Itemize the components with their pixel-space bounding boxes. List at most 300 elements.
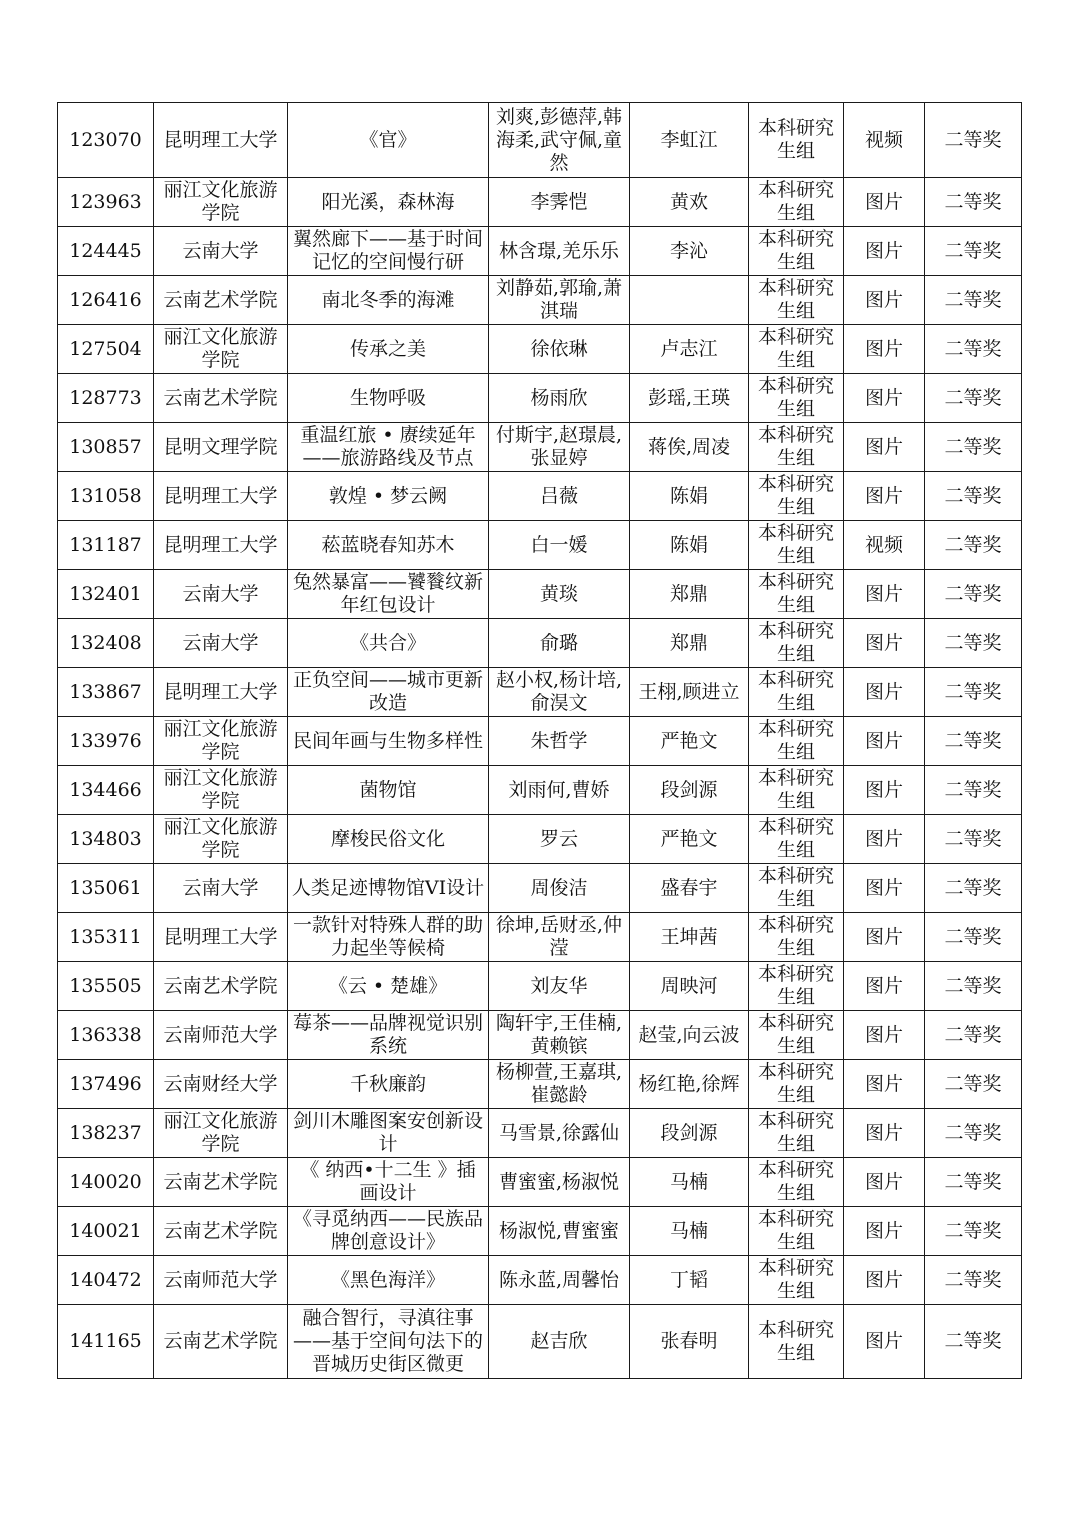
work-title-cell	[288, 227, 489, 276]
authors-cell	[489, 1158, 630, 1207]
entry-id-cell	[58, 766, 154, 815]
table-row	[58, 521, 1022, 570]
work-type-cell	[844, 1011, 925, 1060]
table-row	[58, 619, 1022, 668]
advisor-cell-text: 郑鼎	[669, 582, 708, 605]
award-cell-text: 二等奖	[944, 337, 1002, 360]
entry-id-cell-text: 135311	[69, 925, 142, 948]
work-title-cell-text: 正负空间——城市更新改造	[292, 669, 483, 714]
advisor-cell-text: 段剑源	[660, 778, 718, 801]
table-row	[58, 864, 1022, 913]
award-cell-text: 二等奖	[944, 582, 1002, 605]
award-cell-text: 二等奖	[944, 974, 1002, 997]
advisor-cell	[630, 178, 749, 227]
school-cell-text: 云南艺术学院	[163, 1219, 278, 1242]
work-title-cell-text: 南北冬季的海滩	[321, 288, 455, 311]
work-title-cell	[288, 374, 489, 423]
group-cell-text: 本科研究生组	[757, 767, 834, 812]
authors-cell	[489, 103, 630, 178]
work-type-cell-text: 图片	[864, 876, 903, 899]
award-cell	[925, 1305, 1022, 1379]
work-title-cell-text: 生物呼吸	[349, 386, 426, 409]
work-title-cell-text: 千秋廉韵	[349, 1072, 426, 1095]
work-title-cell	[288, 766, 489, 815]
work-title-cell	[288, 1109, 489, 1158]
group-cell	[749, 1207, 844, 1256]
entry-id-cell	[58, 227, 154, 276]
work-type-cell	[844, 717, 925, 766]
award-cell-text: 二等奖	[944, 484, 1002, 507]
entry-id-cell	[58, 178, 154, 227]
group-cell-text: 本科研究生组	[757, 816, 834, 861]
school-cell-text: 丽江文化旅游学院	[163, 767, 278, 812]
group-cell-text: 本科研究生组	[757, 473, 834, 518]
entry-id-cell-text: 133976	[69, 729, 142, 752]
advisor-cell-text: 严艳文	[660, 827, 718, 850]
authors-cell-text: 马雪景,徐露仙	[498, 1121, 620, 1144]
school-cell-text: 云南艺术学院	[163, 974, 278, 997]
group-cell-text: 本科研究生组	[757, 914, 834, 959]
advisor-cell	[630, 1207, 749, 1256]
group-cell	[749, 1060, 844, 1109]
award-cell-text: 二等奖	[944, 1023, 1002, 1046]
work-title-cell	[288, 103, 489, 178]
school-cell	[154, 1011, 288, 1060]
entry-id-cell	[58, 521, 154, 570]
group-cell	[749, 864, 844, 913]
advisor-cell-text: 陈娟	[669, 533, 708, 556]
entry-id-cell-text: 130857	[69, 435, 142, 458]
authors-cell	[489, 276, 630, 325]
authors-cell	[489, 668, 630, 717]
award-cell	[925, 717, 1022, 766]
work-type-cell	[844, 570, 925, 619]
group-cell-text: 本科研究生组	[757, 1061, 834, 1106]
school-cell	[154, 103, 288, 178]
work-type-cell	[844, 913, 925, 962]
work-type-cell-text: 图片	[864, 435, 903, 458]
advisor-cell-text: 彭瑶,王瑛	[647, 386, 731, 409]
entry-id-cell-text: 136338	[69, 1023, 142, 1046]
advisor-cell	[630, 864, 749, 913]
school-cell-text: 丽江文化旅游学院	[163, 1110, 278, 1155]
authors-cell	[489, 472, 630, 521]
entry-id-cell-text: 134466	[69, 778, 142, 801]
award-cell-text: 二等奖	[944, 1219, 1002, 1242]
advisor-cell	[630, 1060, 749, 1109]
advisor-cell-text: 丁韬	[669, 1268, 708, 1291]
school-cell	[154, 1109, 288, 1158]
school-cell-text: 昆明文理学院	[163, 435, 278, 458]
award-cell	[925, 103, 1022, 178]
work-title-cell-text: 摩梭民俗文化	[330, 827, 445, 850]
work-title-cell-text: 传承之美	[349, 337, 426, 360]
award-cell-text: 二等奖	[944, 925, 1002, 948]
award-cell-text: 二等奖	[944, 778, 1002, 801]
authors-cell	[489, 864, 630, 913]
work-type-cell	[844, 227, 925, 276]
award-cell	[925, 1109, 1022, 1158]
group-cell	[749, 178, 844, 227]
advisor-cell-text: 黄欢	[669, 190, 708, 213]
entry-id-cell	[58, 1256, 154, 1305]
authors-cell	[489, 1011, 630, 1060]
school-cell	[154, 276, 288, 325]
award-cell	[925, 178, 1022, 227]
award-cell-text: 二等奖	[944, 1121, 1002, 1144]
award-cell-text: 二等奖	[944, 827, 1002, 850]
group-cell	[749, 472, 844, 521]
table-row	[58, 472, 1022, 521]
authors-cell-text: 李霁恺	[530, 190, 588, 213]
authors-cell-text: 林含璟,羌乐乐	[498, 239, 620, 262]
group-cell	[749, 423, 844, 472]
group-cell-text: 本科研究生组	[757, 669, 834, 714]
group-cell	[749, 766, 844, 815]
authors-cell-text: 白一媛	[530, 533, 588, 556]
work-title-cell-text: 《寻觅纳西——民族品牌创意设计》	[292, 1208, 483, 1253]
school-cell	[154, 619, 288, 668]
work-type-cell-text: 图片	[864, 1023, 903, 1046]
work-title-cell	[288, 1158, 489, 1207]
entry-id-cell-text: 140472	[69, 1268, 142, 1291]
work-type-cell-text: 图片	[864, 1072, 903, 1095]
group-cell-text: 本科研究生组	[757, 179, 834, 224]
work-type-cell	[844, 1305, 925, 1379]
work-type-cell-text: 图片	[864, 484, 903, 507]
authors-cell	[489, 227, 630, 276]
advisor-cell	[630, 717, 749, 766]
school-cell-text: 云南艺术学院	[163, 1170, 278, 1193]
entry-id-cell	[58, 423, 154, 472]
entry-id-cell	[58, 1305, 154, 1379]
entry-id-cell-text: 126416	[69, 288, 142, 311]
work-type-cell	[844, 766, 925, 815]
table-row	[58, 1109, 1022, 1158]
award-cell-text: 二等奖	[944, 1072, 1002, 1095]
award-cell	[925, 815, 1022, 864]
school-cell	[154, 521, 288, 570]
authors-cell-text: 赵小权,杨计培,俞淏文	[495, 669, 623, 714]
advisor-cell-text: 李沁	[669, 239, 708, 262]
work-title-cell	[288, 717, 489, 766]
entry-id-cell-text: 137496	[69, 1072, 142, 1095]
authors-cell-text: 陶轩宇,王佳楠,黄赖镔	[495, 1012, 623, 1057]
work-title-cell	[288, 1256, 489, 1305]
entry-id-cell-text: 140021	[69, 1219, 142, 1242]
group-cell	[749, 962, 844, 1011]
authors-cell	[489, 815, 630, 864]
authors-cell-text: 刘友华	[530, 974, 588, 997]
work-type-cell-text: 图片	[864, 631, 903, 654]
entry-id-cell-text: 132408	[69, 631, 142, 654]
award-cell	[925, 668, 1022, 717]
work-type-cell-text: 图片	[864, 1219, 903, 1242]
work-type-cell-text: 图片	[864, 974, 903, 997]
award-cell	[925, 1011, 1022, 1060]
award-cell	[925, 521, 1022, 570]
work-type-cell-text: 图片	[864, 288, 903, 311]
authors-cell-text: 付斯宇,赵璟晨,张显婷	[495, 424, 623, 469]
advisor-cell	[630, 962, 749, 1011]
school-cell	[154, 913, 288, 962]
authors-cell-text: 黄琰	[539, 582, 578, 605]
group-cell	[749, 1256, 844, 1305]
award-table	[57, 102, 1022, 1379]
authors-cell	[489, 1109, 630, 1158]
entry-id-cell	[58, 717, 154, 766]
school-cell	[154, 815, 288, 864]
work-type-cell-text: 视频	[864, 128, 903, 151]
group-cell	[749, 913, 844, 962]
school-cell	[154, 864, 288, 913]
award-cell-text: 二等奖	[944, 239, 1002, 262]
school-cell	[154, 962, 288, 1011]
work-type-cell	[844, 815, 925, 864]
authors-cell	[489, 325, 630, 374]
award-cell	[925, 1207, 1022, 1256]
work-type-cell	[844, 472, 925, 521]
table-row	[58, 1256, 1022, 1305]
authors-cell-text: 徐坤,岳财丞,仲滢	[495, 914, 623, 959]
advisor-cell-text: 马楠	[669, 1219, 708, 1242]
school-cell-text: 云南大学	[182, 582, 259, 605]
table-row	[58, 766, 1022, 815]
school-cell	[154, 374, 288, 423]
group-cell	[749, 668, 844, 717]
group-cell-text: 本科研究生组	[757, 963, 834, 1008]
entry-id-cell-text: 135505	[69, 974, 142, 997]
work-type-cell-text: 图片	[864, 190, 903, 213]
advisor-cell	[630, 325, 749, 374]
group-cell	[749, 815, 844, 864]
award-cell	[925, 1060, 1022, 1109]
work-type-cell	[844, 423, 925, 472]
advisor-cell	[630, 1256, 749, 1305]
authors-cell-text: 周俊洁	[530, 876, 588, 899]
entry-id-cell-text: 123963	[69, 190, 142, 213]
entry-id-cell-text: 135061	[69, 876, 142, 899]
group-cell-text: 本科研究生组	[757, 718, 834, 763]
advisor-cell-text: 蒋俟,周凌	[647, 435, 731, 458]
award-cell	[925, 1256, 1022, 1305]
authors-cell	[489, 178, 630, 227]
group-cell-text: 本科研究生组	[757, 326, 834, 371]
advisor-cell-text: 杨红艳,徐辉	[638, 1072, 740, 1095]
work-title-cell-text: 《共合》	[349, 631, 426, 654]
table-row	[58, 717, 1022, 766]
authors-cell	[489, 1256, 630, 1305]
award-cell	[925, 374, 1022, 423]
authors-cell-text: 刘爽,彭德萍,韩海柔,武守佩,童然	[495, 105, 623, 174]
entry-id-cell	[58, 276, 154, 325]
work-title-cell-text: 兔然暴富——饕餮纹新年红包设计	[292, 571, 483, 616]
award-cell-text: 二等奖	[944, 1330, 1002, 1352]
group-cell-text: 本科研究生组	[757, 1208, 834, 1253]
authors-cell-text: 吕薇	[539, 484, 578, 507]
group-cell	[749, 717, 844, 766]
school-cell-text: 昆明理工大学	[163, 484, 278, 507]
table-row	[58, 1060, 1022, 1109]
work-title-cell	[288, 1011, 489, 1060]
award-cell	[925, 276, 1022, 325]
school-cell-text: 昆明理工大学	[163, 533, 278, 556]
entry-id-cell-text: 127504	[69, 337, 142, 360]
entry-id-cell	[58, 668, 154, 717]
work-type-cell-text: 图片	[864, 925, 903, 948]
advisor-cell	[630, 668, 749, 717]
entry-id-cell-text: 124445	[69, 239, 142, 262]
work-type-cell	[844, 1060, 925, 1109]
work-type-cell-text: 图片	[864, 386, 903, 409]
award-cell	[925, 619, 1022, 668]
group-cell	[749, 1305, 844, 1379]
award-cell-text: 二等奖	[944, 680, 1002, 703]
authors-cell-text: 刘静茹,郭瑜,萧淇瑞	[495, 277, 623, 322]
table-row	[58, 570, 1022, 619]
work-title-cell-text: 一款针对特殊人群的助力起坐等候椅	[292, 914, 483, 959]
school-cell-text: 云南艺术学院	[163, 288, 278, 311]
work-type-cell-text: 图片	[864, 1330, 903, 1352]
group-cell	[749, 1158, 844, 1207]
advisor-cell	[630, 1158, 749, 1207]
work-title-cell	[288, 570, 489, 619]
entry-id-cell	[58, 913, 154, 962]
entry-id-cell-text: 131058	[69, 484, 142, 507]
group-cell	[749, 227, 844, 276]
award-cell-text: 二等奖	[944, 386, 1002, 409]
table-row	[58, 276, 1022, 325]
authors-cell	[489, 717, 630, 766]
work-type-cell-text: 图片	[864, 729, 903, 752]
work-type-cell	[844, 1256, 925, 1305]
advisor-cell-text: 陈娟	[669, 484, 708, 507]
authors-cell-text: 朱哲学	[530, 729, 588, 752]
authors-cell-text: 罗云	[539, 827, 578, 850]
authors-cell	[489, 1305, 630, 1379]
entry-id-cell	[58, 1060, 154, 1109]
school-cell	[154, 766, 288, 815]
authors-cell	[489, 423, 630, 472]
entry-id-cell	[58, 815, 154, 864]
entry-id-cell-text: 123070	[69, 128, 142, 151]
award-cell-text: 二等奖	[944, 876, 1002, 899]
advisor-cell-text: 王坤茜	[660, 925, 718, 948]
entry-id-cell	[58, 962, 154, 1011]
school-cell	[154, 1158, 288, 1207]
table-row	[58, 1305, 1022, 1379]
work-title-cell	[288, 619, 489, 668]
work-type-cell	[844, 325, 925, 374]
table-row	[58, 815, 1022, 864]
award-cell	[925, 423, 1022, 472]
school-cell-text: 昆明理工大学	[163, 925, 278, 948]
advisor-cell-text: 王栩,顾进立	[638, 680, 740, 703]
school-cell-text: 丽江文化旅游学院	[163, 718, 278, 763]
award-cell-text: 二等奖	[944, 435, 1002, 458]
award-cell	[925, 962, 1022, 1011]
award-cell-text: 二等奖	[944, 190, 1002, 213]
entry-id-cell	[58, 1109, 154, 1158]
work-type-cell	[844, 1109, 925, 1158]
award-cell	[925, 325, 1022, 374]
award-cell-text: 二等奖	[944, 128, 1002, 151]
work-type-cell	[844, 276, 925, 325]
advisor-cell-text: 赵莹,向云波	[638, 1023, 740, 1046]
work-title-cell-text: 莓茶——品牌视觉识别系统	[292, 1012, 483, 1057]
entry-id-cell	[58, 325, 154, 374]
advisor-cell-text: 马楠	[669, 1170, 708, 1193]
school-cell	[154, 1207, 288, 1256]
school-cell	[154, 1060, 288, 1109]
work-title-cell	[288, 325, 489, 374]
advisor-cell	[630, 913, 749, 962]
table-row	[58, 178, 1022, 227]
authors-cell-text: 杨雨欣	[530, 386, 588, 409]
advisor-cell	[630, 766, 749, 815]
work-type-cell	[844, 521, 925, 570]
table-row	[58, 913, 1022, 962]
group-cell	[749, 325, 844, 374]
school-cell-text: 云南师范大学	[163, 1268, 278, 1291]
advisor-cell	[630, 619, 749, 668]
work-type-cell	[844, 103, 925, 178]
group-cell-text: 本科研究生组	[757, 620, 834, 665]
table-row	[58, 1207, 1022, 1256]
group-cell	[749, 103, 844, 178]
advisor-cell-text: 张春明	[660, 1330, 718, 1352]
entry-id-cell-text: 138237	[69, 1121, 142, 1144]
authors-cell-text: 曹蜜蜜,杨淑悦	[498, 1170, 620, 1193]
school-cell-text: 云南艺术学院	[163, 1330, 278, 1352]
group-cell-text: 本科研究生组	[757, 571, 834, 616]
work-title-cell-text: 融合智行，寻滇往事——基于空间句法下的晋城历史街区微更	[292, 1307, 483, 1375]
group-cell-text: 本科研究生组	[757, 522, 834, 567]
group-cell-text: 本科研究生组	[757, 1318, 834, 1364]
work-type-cell-text: 图片	[864, 778, 903, 801]
award-cell-text: 二等奖	[944, 533, 1002, 556]
work-title-cell-text: 《云 • 楚雄》	[328, 974, 448, 997]
entry-id-cell-text: 128773	[69, 386, 142, 409]
school-cell	[154, 668, 288, 717]
work-title-cell	[288, 962, 489, 1011]
advisor-cell	[630, 423, 749, 472]
group-cell	[749, 1011, 844, 1060]
school-cell-text: 云南大学	[182, 631, 259, 654]
award-cell-text: 二等奖	[944, 631, 1002, 654]
advisor-cell	[630, 521, 749, 570]
group-cell-text: 本科研究生组	[757, 424, 834, 469]
table-row	[58, 103, 1022, 178]
authors-cell-text: 陈永蓝,周馨怡	[498, 1268, 620, 1291]
authors-cell	[489, 619, 630, 668]
work-title-cell-text: 《官》	[359, 128, 417, 151]
table-row	[58, 325, 1022, 374]
work-title-cell	[288, 1060, 489, 1109]
award-cell	[925, 1158, 1022, 1207]
advisor-cell-text: 盛春宇	[660, 876, 718, 899]
entry-id-cell-text: 134803	[69, 827, 142, 850]
entry-id-cell	[58, 103, 154, 178]
school-cell	[154, 325, 288, 374]
advisor-cell-text: 郑鼎	[669, 631, 708, 654]
work-title-cell	[288, 815, 489, 864]
group-cell	[749, 374, 844, 423]
work-type-cell-text: 图片	[864, 337, 903, 360]
school-cell-text: 云南大学	[182, 239, 259, 262]
authors-cell-text: 俞璐	[539, 631, 578, 654]
work-title-cell-text: 翼然廊下——基于时间记忆的空间慢行研	[292, 228, 483, 273]
